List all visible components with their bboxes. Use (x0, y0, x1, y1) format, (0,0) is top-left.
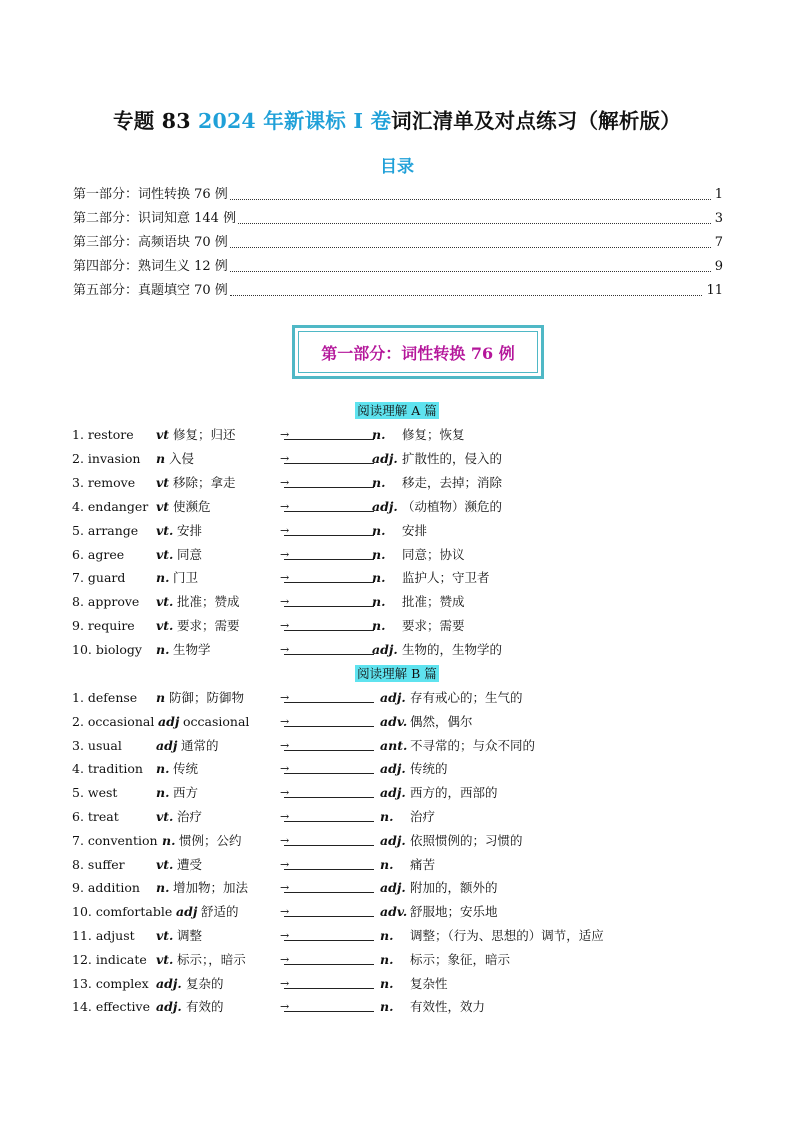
vocab-pos: n. (156, 570, 170, 586)
target-meaning: 扩散性的，侵入的 (402, 450, 503, 466)
target-meaning: （动植物）濒危的 (402, 498, 503, 514)
vocab-word: 3. remove (72, 474, 136, 490)
toc-entry-page: 1 (714, 187, 723, 202)
vocab-pos: n. (156, 785, 170, 801)
vocab-word: 7. convention (72, 832, 158, 848)
vocab-meaning: 惯例；公约 (179, 832, 242, 848)
toc-heading: 目录 (380, 157, 414, 177)
answer-blank[interactable] (284, 473, 374, 488)
vocab-meaning: 同意 (177, 546, 203, 562)
target-pos: adv. (380, 713, 408, 729)
target-pos: adj. (380, 832, 406, 848)
target-pos: adv. (380, 904, 408, 920)
arrow-icon: → (280, 952, 290, 966)
target-pos: n. (372, 522, 386, 538)
vocab-meaning: 西方 (173, 785, 199, 801)
vocab-pos: vt (156, 474, 170, 490)
vocab-pos: adj. (156, 975, 182, 991)
vocab-pos: vt. (156, 594, 174, 610)
answer-blank[interactable] (284, 712, 374, 727)
vocab-word: 10. biology (72, 642, 142, 658)
target-pos: adj. (380, 690, 406, 705)
target-meaning: 偶然，偶尔 (410, 713, 473, 729)
target-pos: n. (372, 546, 386, 562)
target-meaning: 舒服地；安乐地 (410, 904, 498, 920)
vocab-word: 9. require (72, 618, 135, 634)
target-pos: n. (372, 570, 386, 586)
target-meaning: 修复；恢复 (402, 427, 465, 442)
answer-blank[interactable] (284, 950, 374, 965)
target-pos: adj. (380, 880, 406, 896)
vocab-word: 13. complex (72, 975, 149, 991)
arrow-icon: → (280, 643, 290, 657)
vocab-word: 2. occasional (72, 713, 155, 729)
vocab-meaning: 门卫 (173, 570, 199, 586)
toc-entry-page: 9 (714, 259, 723, 274)
target-meaning: 治疗 (410, 809, 436, 824)
vocab-word: 12. indicate (72, 951, 147, 967)
target-meaning: 移走，去掉；消除 (402, 474, 503, 490)
arrow-icon: → (280, 881, 290, 895)
answer-blank[interactable] (284, 568, 374, 583)
target-meaning: 要求；需要 (402, 618, 465, 634)
vocab-meaning: 入侵 (169, 450, 195, 466)
target-meaning: 调整；（行为、思想的）调节，适应 (410, 928, 604, 943)
target-pos: adj. (372, 498, 398, 514)
target-meaning: 生物的，生物学的 (402, 642, 503, 658)
target-pos: adj. (372, 642, 398, 658)
target-pos: n. (380, 809, 394, 824)
vocab-word: 8. approve (72, 594, 140, 610)
arrow-icon: → (280, 929, 290, 942)
target-meaning: 批准；赞成 (402, 594, 465, 610)
answer-blank[interactable] (284, 616, 374, 631)
vocab-meaning: 移除；拿走 (173, 474, 236, 490)
vocab-pos: n. (156, 761, 170, 777)
vocab-word: 3. usual (72, 737, 122, 753)
arrow-icon: → (280, 810, 290, 823)
vocab-word: 6. treat (72, 809, 119, 824)
answer-blank[interactable] (284, 545, 374, 560)
target-pos: n. (372, 427, 386, 442)
toc-entry[interactable] (73, 186, 723, 204)
vocab-meaning: 标示；，暗示 (177, 951, 246, 967)
answer-blank[interactable] (284, 902, 374, 917)
arrow-icon: → (280, 595, 290, 609)
toc-entry[interactable] (73, 258, 723, 276)
arrow-icon: → (280, 523, 290, 537)
vocab-pos: n. (156, 880, 170, 896)
target-pos: adj. (372, 450, 398, 466)
vocab-pos: n (156, 450, 166, 466)
arrow-icon: → (280, 738, 290, 752)
group-a-heading-text: 阅读理解 A 篇 (357, 403, 437, 418)
answer-blank[interactable] (284, 449, 374, 464)
arrow-icon: → (280, 762, 290, 776)
answer-blank[interactable] (284, 878, 374, 893)
vocab-meaning: 复杂的 (186, 975, 224, 991)
arrow-icon: → (280, 547, 290, 561)
vocab-pos: vt (156, 498, 170, 514)
arrow-icon: → (280, 571, 290, 585)
toc-entry[interactable] (73, 234, 723, 252)
vocab-pos: adj (158, 713, 180, 729)
toc-entry[interactable] (73, 282, 723, 300)
toc-leader (230, 271, 711, 272)
vocab-meaning: 要求；需要 (177, 618, 240, 634)
arrow-icon: → (280, 499, 290, 513)
toc-entry-page: 7 (714, 235, 723, 250)
target-meaning: 标示；象征，暗示 (410, 951, 511, 967)
vocab-pos: vt. (156, 928, 174, 943)
vocab-pos: vt. (156, 546, 174, 562)
vocab-word: 9. addition (72, 880, 140, 896)
target-meaning: 依照惯例的；习惯的 (410, 832, 523, 848)
vocab-meaning: 增加物；加法 (173, 880, 249, 896)
section-title: 第一部分：词性转换 76 例 (298, 331, 538, 373)
answer-blank[interactable] (284, 592, 374, 607)
target-pos: n. (380, 856, 394, 872)
answer-blank[interactable] (284, 997, 374, 1012)
title-suffix: 词汇清单及对点练习（解析版） (391, 109, 681, 133)
toc-entry-page: 11 (706, 283, 723, 298)
vocab-word: 10. comfortable (72, 904, 173, 920)
vocab-word: 2. invasion (72, 450, 141, 466)
vocab-pos: vt. (156, 522, 174, 538)
target-meaning: 不寻常的；与众不同的 (410, 737, 536, 753)
arrow-icon: → (280, 976, 290, 990)
vocab-word: 4. tradition (72, 761, 143, 777)
vocab-pos: vt. (156, 809, 174, 824)
answer-blank[interactable] (284, 688, 374, 703)
vocab-meaning: 防御；防御物 (169, 690, 245, 705)
vocab-meaning: 批准；赞成 (177, 594, 240, 610)
answer-blank[interactable] (284, 497, 374, 512)
answer-blank[interactable] (284, 855, 374, 870)
vocab-meaning: 安排 (177, 522, 203, 538)
vocab-pos: vt (156, 427, 170, 442)
answer-blank[interactable] (284, 521, 374, 536)
vocab-meaning: 舒适的 (201, 904, 239, 920)
vocab-word: 8. suffer (72, 856, 125, 872)
vocab-meaning: 通常的 (181, 737, 219, 753)
answer-blank[interactable] (284, 831, 374, 846)
toc-leader (230, 295, 703, 296)
toc-leader (230, 247, 711, 248)
toc-leader (238, 223, 711, 224)
vocab-meaning: 遭受 (177, 856, 203, 872)
answer-blank[interactable] (284, 736, 374, 751)
arrow-icon: → (280, 786, 290, 800)
arrow-icon: → (280, 1000, 290, 1014)
vocab-meaning: 生物学 (173, 642, 211, 658)
target-pos: adj. (380, 761, 406, 777)
arrow-icon: → (280, 451, 290, 465)
target-meaning: 传统的 (410, 761, 448, 777)
arrow-icon: → (280, 714, 290, 728)
group-b-heading-text: 阅读理解 B 篇 (357, 666, 437, 681)
vocab-pos: vt. (156, 618, 174, 634)
arrow-icon: → (280, 475, 290, 489)
target-pos: n. (372, 618, 386, 634)
target-meaning: 附加的，额外的 (410, 880, 498, 896)
answer-blank[interactable] (284, 926, 374, 941)
answer-blank[interactable] (284, 783, 374, 798)
document-title (0, 104, 794, 134)
target-meaning: 痛苦 (410, 856, 436, 872)
vocab-meaning: occasional (183, 713, 250, 729)
arrow-icon: → (280, 905, 290, 919)
toc-entry-label: 第五部分：真题填空 70 例 (73, 283, 228, 298)
vocab-word: 5. west (72, 785, 118, 801)
group-a-heading (0, 401, 794, 419)
toc-entry-label: 第三部分：高频语块 70 例 (73, 235, 228, 250)
vocab-word: 11. adjust (72, 928, 135, 943)
target-pos: n. (380, 999, 394, 1015)
group-b-heading (0, 664, 794, 682)
toc-entry-page: 3 (714, 211, 723, 226)
target-meaning: 有效性，效力 (410, 999, 486, 1015)
vocab-meaning: 使濒危 (173, 498, 211, 514)
vocab-pos: adj. (156, 999, 182, 1015)
vocab-pos: adj (176, 904, 198, 920)
target-pos: ant. (380, 737, 408, 753)
target-pos: n. (380, 928, 394, 943)
toc-entry[interactable] (73, 210, 723, 228)
target-meaning: 西方的，西部的 (410, 785, 498, 801)
arrow-icon: → (280, 833, 290, 847)
target-meaning: 监护人；守卫者 (402, 570, 490, 586)
section-title-box (292, 325, 544, 379)
toc-leader (230, 199, 711, 200)
target-pos: n. (372, 594, 386, 610)
vocab-pos: n. (156, 642, 170, 658)
answer-blank[interactable] (284, 425, 374, 440)
vocab-word: 1. defense (72, 690, 138, 705)
vocab-word: 14. effective (72, 999, 151, 1015)
answer-blank[interactable] (284, 640, 374, 655)
vocab-pos: adj (156, 737, 178, 753)
vocab-pos: n. (162, 832, 176, 848)
vocab-meaning: 调整 (177, 928, 203, 943)
answer-blank[interactable] (284, 974, 374, 989)
vocab-meaning: 修复；归还 (173, 427, 236, 442)
arrow-icon: → (280, 619, 290, 633)
vocab-word: 1. restore (72, 427, 134, 442)
vocab-word: 4. endanger (72, 498, 149, 514)
toc-entry-label: 第二部分：识词知意 144 例 (73, 211, 237, 226)
toc-entry-label: 第一部分：词性转换 76 例 (73, 187, 228, 202)
vocab-word: 7. guard (72, 570, 126, 586)
vocab-word: 5. arrange (72, 522, 139, 538)
arrow-icon: → (280, 691, 290, 704)
target-meaning: 安排 (402, 522, 428, 538)
target-meaning: 同意；协议 (402, 546, 465, 562)
vocab-pos: vt. (156, 951, 174, 967)
vocab-meaning: 有效的 (186, 999, 224, 1015)
arrow-icon: → (280, 857, 290, 871)
target-pos: n. (380, 975, 394, 991)
arrow-icon: → (280, 428, 290, 441)
vocab-pos: n (156, 690, 166, 705)
toc-entry-label: 第四部分：熟词生义 12 例 (73, 259, 228, 274)
title-prefix: 专题 83 (113, 109, 199, 133)
target-pos: n. (380, 951, 394, 967)
answer-blank[interactable] (284, 807, 374, 822)
vocab-word: 6. agree (72, 546, 125, 562)
vocab-meaning: 治疗 (177, 809, 203, 824)
title-exam-highlight: 2024 年新课标 I 卷 (198, 109, 392, 133)
vocab-pos: vt. (156, 856, 174, 872)
target-pos: n. (372, 474, 386, 490)
target-meaning: 复杂性 (410, 975, 448, 991)
target-meaning: 存有戒心的；生气的 (410, 690, 523, 705)
target-pos: adj. (380, 785, 406, 801)
answer-blank[interactable] (284, 759, 374, 774)
vocab-meaning: 传统 (173, 761, 199, 777)
